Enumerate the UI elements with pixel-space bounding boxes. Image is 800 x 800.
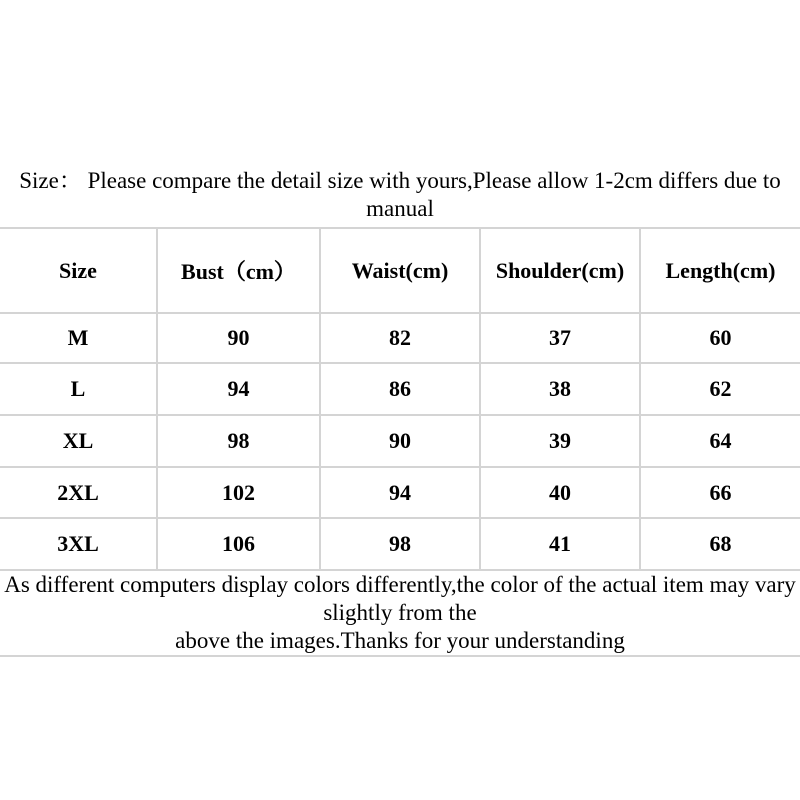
bust-cell: 98	[157, 415, 320, 467]
shoulder-cell: 39	[480, 415, 640, 467]
table-row-m	[0, 313, 800, 363]
waist-cell: 98	[320, 518, 480, 570]
waist-cell: 94	[320, 467, 480, 518]
length-cell: 68	[640, 518, 800, 570]
length-cell: 66	[640, 467, 800, 518]
color-disclaimer-cell	[0, 570, 800, 656]
table-header-row	[0, 228, 800, 313]
shoulder-cell: 41	[480, 518, 640, 570]
col-header-size: Size	[0, 228, 157, 313]
waist-cell: 86	[320, 363, 480, 415]
shoulder-cell: 37	[480, 313, 640, 363]
bust-cell: 106	[157, 518, 320, 570]
waist-cell: 90	[320, 415, 480, 467]
col-header-shoulder: Shoulder(cm)	[480, 228, 640, 313]
bust-cell: 94	[157, 363, 320, 415]
table-row-xl	[0, 415, 800, 467]
col-header-length: Length(cm)	[640, 228, 800, 313]
size-cell: M	[0, 313, 157, 363]
color-disclaimer-line-2: above the images.Thanks for your understanding	[175, 628, 625, 653]
bust-cell: 90	[157, 313, 320, 363]
length-cell: 64	[640, 415, 800, 467]
col-header-bust: Bust（cm）	[157, 228, 320, 313]
shoulder-cell: 40	[480, 467, 640, 518]
table-row-3xl	[0, 518, 800, 570]
col-header-waist: Waist(cm)	[320, 228, 480, 313]
bust-cell: 102	[157, 467, 320, 518]
color-disclaimer-line-1: As different computers display colors differently,the color of the actual item may vary slightly from the	[4, 572, 796, 625]
size-cell: L	[0, 363, 157, 415]
waist-cell: 82	[320, 313, 480, 363]
size-table	[0, 227, 800, 657]
table-row-2xl	[0, 467, 800, 518]
measurement-note-line-1: Size： Please compare the detail size with yours,Please allow 1-2cm differs due to manual	[19, 168, 781, 221]
size-cell: 3XL	[0, 518, 157, 570]
color-disclaimer-row	[0, 570, 800, 656]
size-cell: XL	[0, 415, 157, 467]
table-row-l	[0, 363, 800, 415]
length-cell: 62	[640, 363, 800, 415]
length-cell: 60	[640, 313, 800, 363]
size-cell: 2XL	[0, 467, 157, 518]
shoulder-cell: 38	[480, 363, 640, 415]
